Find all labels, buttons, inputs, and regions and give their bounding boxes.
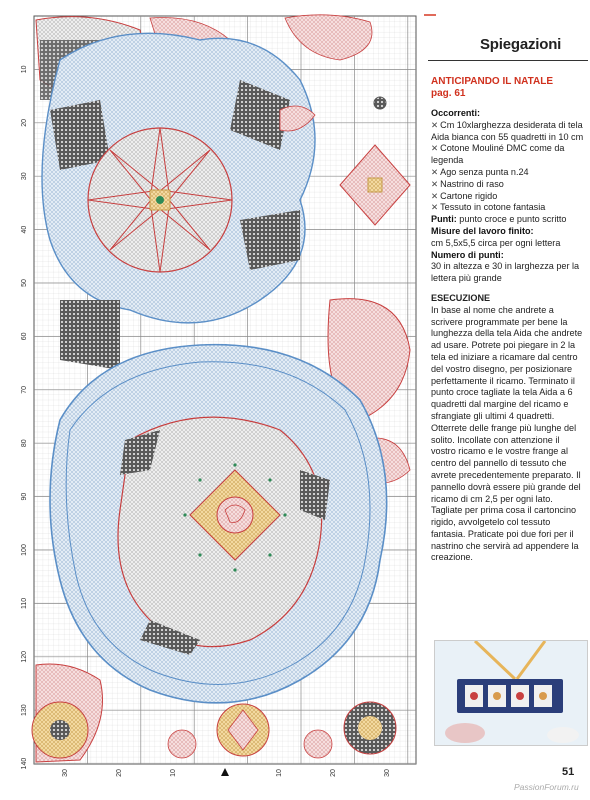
occorrenti-item	[431, 191, 586, 203]
numero-label: Numero di punti:	[431, 249, 504, 260]
grid-left-label: 40	[21, 225, 28, 234]
cross-icon: ✕	[431, 190, 439, 201]
grid-bottom-label: 20	[116, 769, 123, 777]
grid-left-label: 60	[21, 332, 28, 341]
center-marker	[221, 768, 229, 776]
occorrenti-item	[431, 202, 586, 214]
punti-value: punto croce e punto scritto	[456, 214, 567, 225]
occorrenti-item-text: Cm 10xlarghezza desiderata di tela Aida bianca con 55 quadretti in 10 cm	[431, 119, 584, 142]
occorrenti-item-text: Nastrino di raso	[440, 178, 504, 189]
grid-left-label: 50	[21, 279, 28, 287]
grid-left-label: 90	[21, 492, 28, 501]
page-number: 51	[562, 766, 575, 778]
grid-bottom-label: 20	[330, 769, 337, 777]
cross-icon: ✕	[431, 166, 439, 177]
punti-line	[431, 214, 586, 226]
project-title: ANTICIPANDO IL NATALE	[431, 76, 554, 87]
grid-left-label: 70	[21, 385, 28, 394]
watermark-credit: PassionForum.ru	[514, 782, 579, 792]
grid-bottom-label: 30	[384, 769, 391, 777]
occorrenti-item-text: Cartone rigido	[440, 190, 498, 201]
cross-icon: ✕	[431, 202, 439, 213]
motif-lower-rose	[50, 345, 387, 703]
occorrenti-label: Occorrenti:	[431, 108, 481, 118]
grid-left-label: 100	[21, 544, 28, 556]
grid-left-label: 140	[21, 757, 28, 770]
instructions-body	[431, 76, 586, 564]
cross-icon: ✕	[431, 119, 439, 130]
occorrenti-item	[431, 167, 586, 179]
title-rule	[428, 60, 588, 61]
finished-project-photo	[434, 640, 588, 746]
grid-bottom-label: 10	[276, 769, 283, 777]
occorrenti-item-text: Cotone Mouliné DMC come da legenda	[431, 143, 565, 166]
grid-left-label: 30	[21, 172, 28, 181]
occorrenti-item-text: Ago senza punta n.24	[440, 166, 529, 177]
cross-icon: ✕	[431, 178, 439, 189]
grid-left-label: 20	[21, 118, 28, 127]
grid-bottom-label: 10	[170, 769, 177, 777]
esecuzione-text: In base al nome che andrete a scrivere programmate per bene la lunghezza della tela Aida che andrete ad usare. Potrete poi piegare in 2 la tela ed iniziare a ricamare dal centro del vostro disegno, per posizionare perfettamente il ricamo. Terminato il punto croce tagliate la tela Aida a 6 quadretti dal margine del ricamo e sfrangiate gli ultimi 4 quadretti. Otterrete delle frange più lunghe del solito. Incollate con attenzione il vostro ricamo e le vostre frange al centro del pannello di tessuto che avrete precedentemente preparato. Il pannello dovrà essere più grande del ricamo di cm 2,5 per ogni lato. Tagliate per prima cosa il cartoncino rigido, avvolgetelo col tessuto fantasia. Praticate poi due fori per il nastrino che servirà ad appendere la creazione.	[431, 304, 583, 563]
occorrenti-item	[431, 143, 586, 167]
esecuzione-label: ESECUZIONE	[431, 292, 491, 303]
punti-label: Punti:	[431, 214, 457, 225]
grid-left-label: 80	[21, 439, 28, 448]
grid-left-labels	[21, 65, 28, 769]
occorrenti-item	[431, 120, 586, 144]
grid-left-label: 10	[21, 65, 28, 74]
instructions-panel	[428, 0, 588, 800]
grid-left-label: 120	[21, 650, 28, 663]
occorrenti-list	[431, 120, 586, 214]
page-title: Spiegazioni	[480, 36, 562, 53]
misure-value: cm 5,5x5,5 circa per ogni lettera	[431, 237, 561, 248]
occorrenti-item-text: Tessuto in cotone fantasia	[440, 202, 546, 213]
misure-label: Misure del lavoro finito:	[431, 225, 534, 236]
numero-value: 30 in altezza e 30 in larghezza per la lettera più grande	[431, 261, 580, 284]
grid-left-label: 130	[21, 704, 28, 717]
grid-left-label: 110	[21, 597, 28, 609]
grid-bottom-label: 30	[62, 769, 69, 777]
cross-icon: ✕	[431, 143, 439, 154]
project-page-ref: pag. 61	[431, 88, 466, 99]
occorrenti-item	[431, 179, 586, 191]
